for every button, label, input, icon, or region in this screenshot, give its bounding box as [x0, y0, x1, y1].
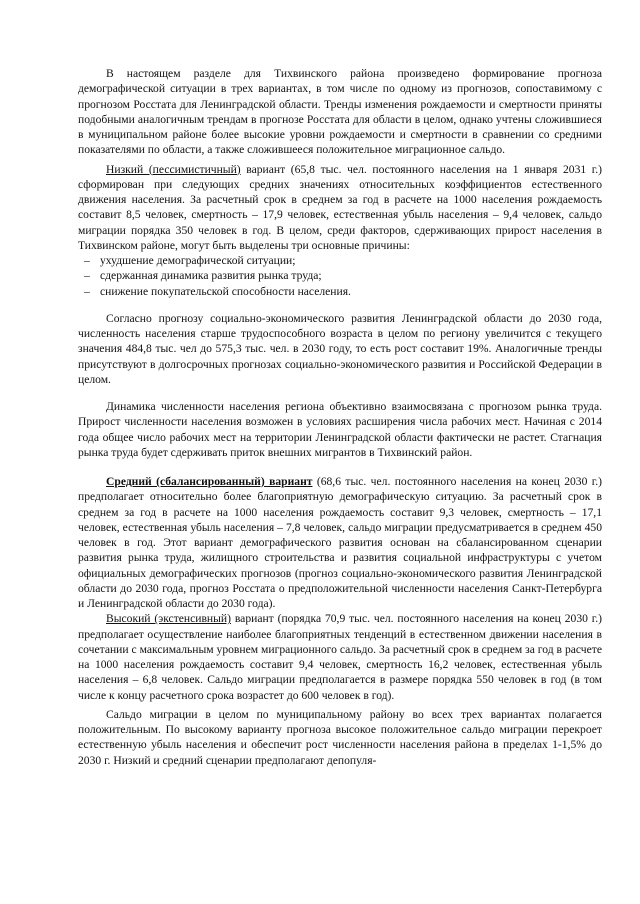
low-variant-heading: Низкий (пессимистичный)	[106, 162, 241, 176]
list-dash: –	[84, 269, 90, 283]
high-variant-paragraph	[78, 611, 602, 703]
list-item-text: ухудшение демографической ситуации;	[100, 254, 296, 267]
list-item-text: снижение покупательской способности населения.	[100, 284, 351, 298]
list-item	[82, 253, 602, 268]
list-item-text: сдержанная динамика развития рынка труда;	[100, 269, 322, 283]
list-item	[82, 284, 602, 299]
medium-variant-text: (68,6 тыс. чел. постоянного населения на конец 2030 г.) предполагает относительно более благоприятную демографическую ситуацию. За расчетный срок в среднем за год в расчете на 1000 населения рождаемость составит 9,3 человек, смертность – 17,1 человек, естественная убыль населения – 7,8 человек, сальдо миграции предусматривается в среднем 450 человек в год. Этот вариант демографического развития основан на сбалансированном сценарии развития рынка труда, жилищного строительства и развития социальной инфраструктуры с учетом официальных демографических прогнозов (прогноз социально-экономического развития Ленинградской области до 2030 года, прогноз Росстата о предположительной численности населения Санкт-Петербурга и Ленинградской области до 2030 года).	[78, 475, 602, 610]
list-item	[82, 268, 602, 283]
migration-paragraph: Сальдо миграции в целом по муниципальному району во всех трех вариантах полагается положительным. По высокому варианту прогноза высокое положительное сальдо миграции перекроет естественную убыль населения и обеспечит рост численности населения района в пределах 1-1,5% до 2030 г. Низкий и средний сценарии предполагают депопуля-	[78, 707, 602, 767]
intro-paragraph: В настоящем разделе для Тихвинского района произведено формирование прогноза демографической ситуации в трех вариантах, в том числе по одному из прогнозов, сопоставимому с прогнозом Росстата для Ленинградской области. Тренды изменения рождаемости и смертности приняты подобными аналогичным трендам в прогнозе Росстата для области в целом, однако учтены сложившиеся в муниципальном районе более высокие уровни рождаемости и смертности в сравнении со средними показателями по области, а также сложившееся положительное миграционное сальдо.	[78, 67, 602, 157]
reasons-list	[78, 253, 602, 299]
medium-variant-paragraph	[78, 474, 602, 611]
medium-variant-heading: Средний (сбалансированный) вариант	[106, 475, 313, 488]
low-variant-paragraph	[78, 162, 602, 254]
low-variant-text: вариант (65,8 тыс. чел. постоянного населения на 1 января 2031 г.) сформирован при следующих средних значениях относительных коэффициентов естественного движения населения. За расчетный срок в среднем за год в расчете на 1000 населения рождаемость составит 8,5 человек, смертность – 17,9 человек, естественная убыль населения – 9,4 человек, сальдо миграции порядка 350 человек в год. В целом, среди факторов, сдерживающих прирост населения в Тихвинском районе, могут быть выделены три основные причины:	[78, 162, 602, 252]
list-dash: –	[84, 254, 90, 267]
labor-market-paragraph: Динамика численности населения региона объективно взаимосвязана с прогнозом рынка труда. Прирост численности населения возможен в условиях расширения числа рабочих мест. Начиная с 2014 года общее число рабочих мест на территории Ленинградской области фактически не растет. Стагнация рынка труда будет сдерживать приток внешних мигрантов в Тихвинский район.	[78, 400, 602, 459]
high-variant-text: вариант (порядка 70,9 тыс. чел. постоянного населения на конец 2030 г.) предполагает осуществление наиболее благоприятных тенденций в естественном движении населения в сочетании с максимальным уровнем миграционного сальдо. За расчетный срок в среднем за год в расчете на 1000 населения рождаемость составит 9,4 человек, смертность 16,2 человек, естественная убыль населения – 6,8 человек. Сальдо миграции предполагается в размере порядка 550 человек в год (в том числе к концу расчетного срока возрастет до 600 человек в год).	[78, 612, 602, 702]
forecast-paragraph: Согласно прогнозу социально-экономического развития Ленинградской области до 2030 года, численность населения старше трудоспособного возраста в целом по региону увеличится с текущего значения 484,8 тыс. чел до 575,3 тыс. чел. в 2030 году, то есть рост составит 19%. Аналогичные тренды присутствуют в долгосрочных прогнозах социально-экономического развития и Российской Федерации в целом.	[78, 311, 602, 386]
list-dash: –	[84, 284, 90, 298]
high-variant-heading: Высокий (экстенсивный)	[106, 612, 231, 626]
